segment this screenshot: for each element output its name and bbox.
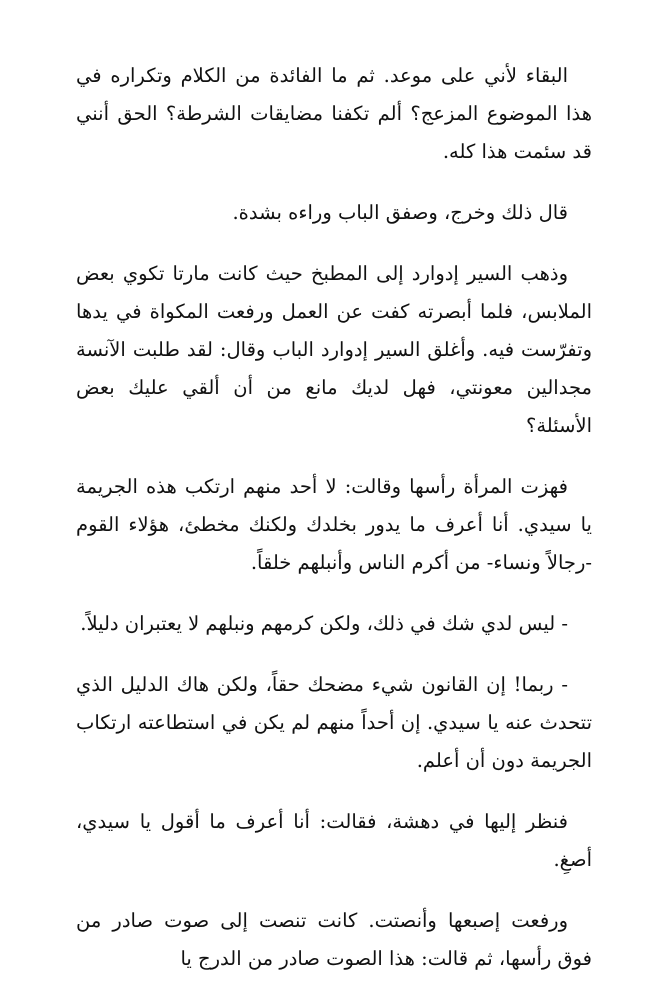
paragraph-8: ورفعت إصبعها وأنصتت. كانت تنصت إلى صوت صادر من فوق رأسها، ثم قالت: هذا الصوت صادر من الدرج يا (76, 909, 592, 970)
paragraph-4: فهزت المرأة رأسها وقالت: لا أحد منهم ارتكب هذه الجريمة يا سيدي. أنا أعرف ما يدور بخلدك ولكنك مخطئ، هؤلاء القوم -رجالاً ونساء- من أكرم الناس وأنبلهم خلقاً. (76, 475, 592, 574)
paragraph-7: فنظر إليها في دهشة، فقالت: أنا أعرف ما أقول يا سيدي، أصغِ. (76, 810, 592, 871)
paragraph-6: - ربما! إن القانون شيء مضحك حقاً، ولكن هاك الدليل الذي تتحدث عنه يا سيدي. إن أحداً منهم لم يكن في استطاعته ارتكاب الجريمة دون أن أعلم. (76, 673, 592, 772)
paragraph-2: قال ذلك وخرج، وصفق الباب وراءه بشدة. (232, 201, 568, 224)
paragraph-3: وذهب السير إدوارد إلى المطبخ حيث كانت مارتا تكوي بعض الملابس، فلما أبصرته كفت عن العمل ورفعت المكواة في يدها وتفرّست فيه. وأغلق السير إدوارد الباب وقال: لقد طلبت الآنسة مجدالين معونتي، فهل لديك مانع من أن ألقي عليك بعض الأسئلة؟ (76, 262, 592, 437)
paragraph-5: - ليس لدي شك في ذلك، ولكن كرمهم ونبلهم لا يعتبران دليلاً. (80, 612, 568, 635)
book-page (76, 57, 592, 978)
paragraph-1: البقاء لأني على موعد. ثم ما الفائدة من الكلام وتكراره في هذا الموضوع المزعج؟ ألم تكفنا مضايقات الشرطة؟ الحق أنني قد سئمت هذا كله. (76, 64, 592, 163)
